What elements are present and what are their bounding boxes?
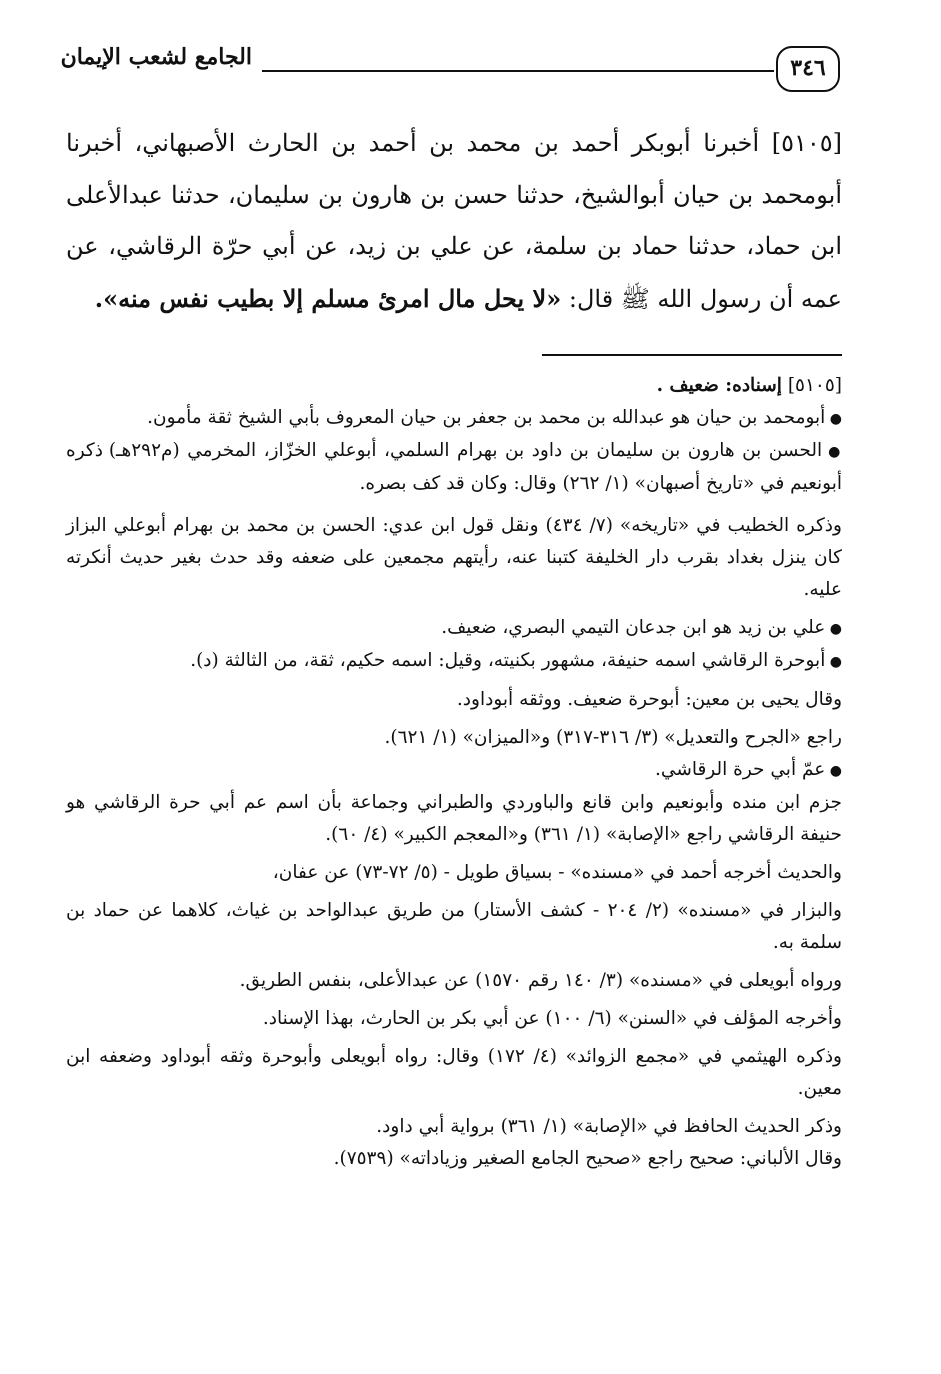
book-title: الجامع لشعب الإيمان: [60, 44, 252, 70]
footnote-line: ● علي بن زيد هو ابن جدعان التيمي البصري، ضعيف.: [66, 612, 842, 645]
footnote-line: وقال الألباني: صحيح راجع «صحيح الجامع الصغير وزياداته» (٧٥٣٩).: [333, 1148, 842, 1169]
footnote-line: وذكره الهيثمي في «مجمع الزوائد» (٤/ ١٧٢) وقال: رواه أبويعلى وأبوحرة وثقه أبوداود وضعفه ابن معين.: [66, 1046, 842, 1099]
footnote-line: ● الحسن بن هارون بن سليمان بن داود بن بهرام السلمي، أبوعلي الخزّاز، المخرمي (م٢٩٢هـ) ذكره أبونعيم في «تاريخ أصبهان» (١/ ٢٦٢) وقال: وكان قد كف بصره.: [66, 435, 842, 500]
footnote-line: وذكر الحديث الحافظ في «الإصابة» (١/ ٣٦١) برواية أبي داود.: [376, 1116, 842, 1137]
footnote-line: وقال يحيى بن معين: أبوحرة ضعيف. ووثقه أبوداود.: [456, 689, 842, 710]
hadith-matn: «لا يحل مال امرئ مسلم إلا بطيب نفس منه».: [94, 283, 562, 313]
footnote-line: وأخرجه المؤلف في «السنن» (٦/ ١٠٠) عن أبي بكر بن الحارث، بهذا الإسناد.: [262, 1008, 842, 1029]
footnote-line: راجع «الجرح والتعديل» (٣/ ٣١٦-٣١٧) و«الميزان» (١/ ٦٢١).: [384, 727, 842, 748]
hadith-isnad: أخبرنا أبوبكر أحمد بن محمد بن أحمد بن الحارث الأصبهاني، أخبرنا أبومحمد بن حيان أبوالشيخ، حدثنا حسن بن هارون بن سليمان، حدثنا عبدالأعلى ابن حماد، حدثنا حماد بن سلمة، عن علي بن زيد، عن أبي حرّة الرقاشي، عن عمه أن رسول الله ﷺ قال:: [66, 129, 842, 313]
footnote-line: ورواه أبويعلى في «مسنده» (٣/ ١٤٠ رقم ١٥٧٠) عن عبدالأعلى، بنفس الطريق.: [239, 970, 842, 991]
footnote-line: والبزار في «مسنده» (٢/ ٢٠٤ - كشف الأستار) من طريق عبدالواحد بن غياث، كلاهما عن حماد بن سلمة به.: [66, 900, 842, 953]
footnote-verdict: إسناده: ضعيف .: [656, 375, 782, 396]
footnote-line: جزم ابن منده وأبونعيم وابن قانع والباوردي والطبراني وجماعة بأن اسم عم أبي حرة الرقاشي هو حنيفة الرقاشي راجع «الإصابة» (١/ ٣٦١) و«المعجم الكبير» (٤/ ٦٠).: [66, 792, 842, 845]
page-number: ٣٤٦: [776, 46, 840, 92]
hadith-number: [٥١٠٥]: [771, 129, 842, 157]
header-rule: [262, 70, 774, 72]
hadith-text: [66, 118, 842, 325]
footnote-heading: [66, 370, 842, 402]
footnotes: [66, 370, 842, 1175]
footnote-line: وذكره الخطيب في «تاريخه» (٧/ ٤٣٤) ونقل قول ابن عدي: الحسن بن محمد بن بهرام أبوعلي البزاز كان ينزل بغداد بقرب دار الخليفة كتبنا عنه، رأيتهم مجمعين على ضعفه وقد حدث بغير حديث أنكرته عليه.: [66, 515, 842, 600]
footnote-line: ● أبومحمد بن حيان هو عبدالله بن محمد بن جعفر بن حيان المعروف بأبي الشيخ ثقة مأمون.: [66, 402, 842, 435]
footnote-line: ● عمّ أبي حرة الرقاشي.: [66, 754, 842, 787]
footnote-line: والحديث أخرجه أحمد في «مسنده» - بسياق طويل - (٥/ ٧٢-٧٣) عن عفان،: [272, 862, 842, 883]
footnote-line: ● أبوحرة الرقاشي اسمه حنيفة، مشهور بكنيته، وقيل: اسمه حكيم، ثقة، من الثالثة (د).: [66, 645, 842, 678]
footnote-separator: [542, 354, 842, 356]
footnote-number: [٥١٠٥]: [787, 375, 842, 396]
